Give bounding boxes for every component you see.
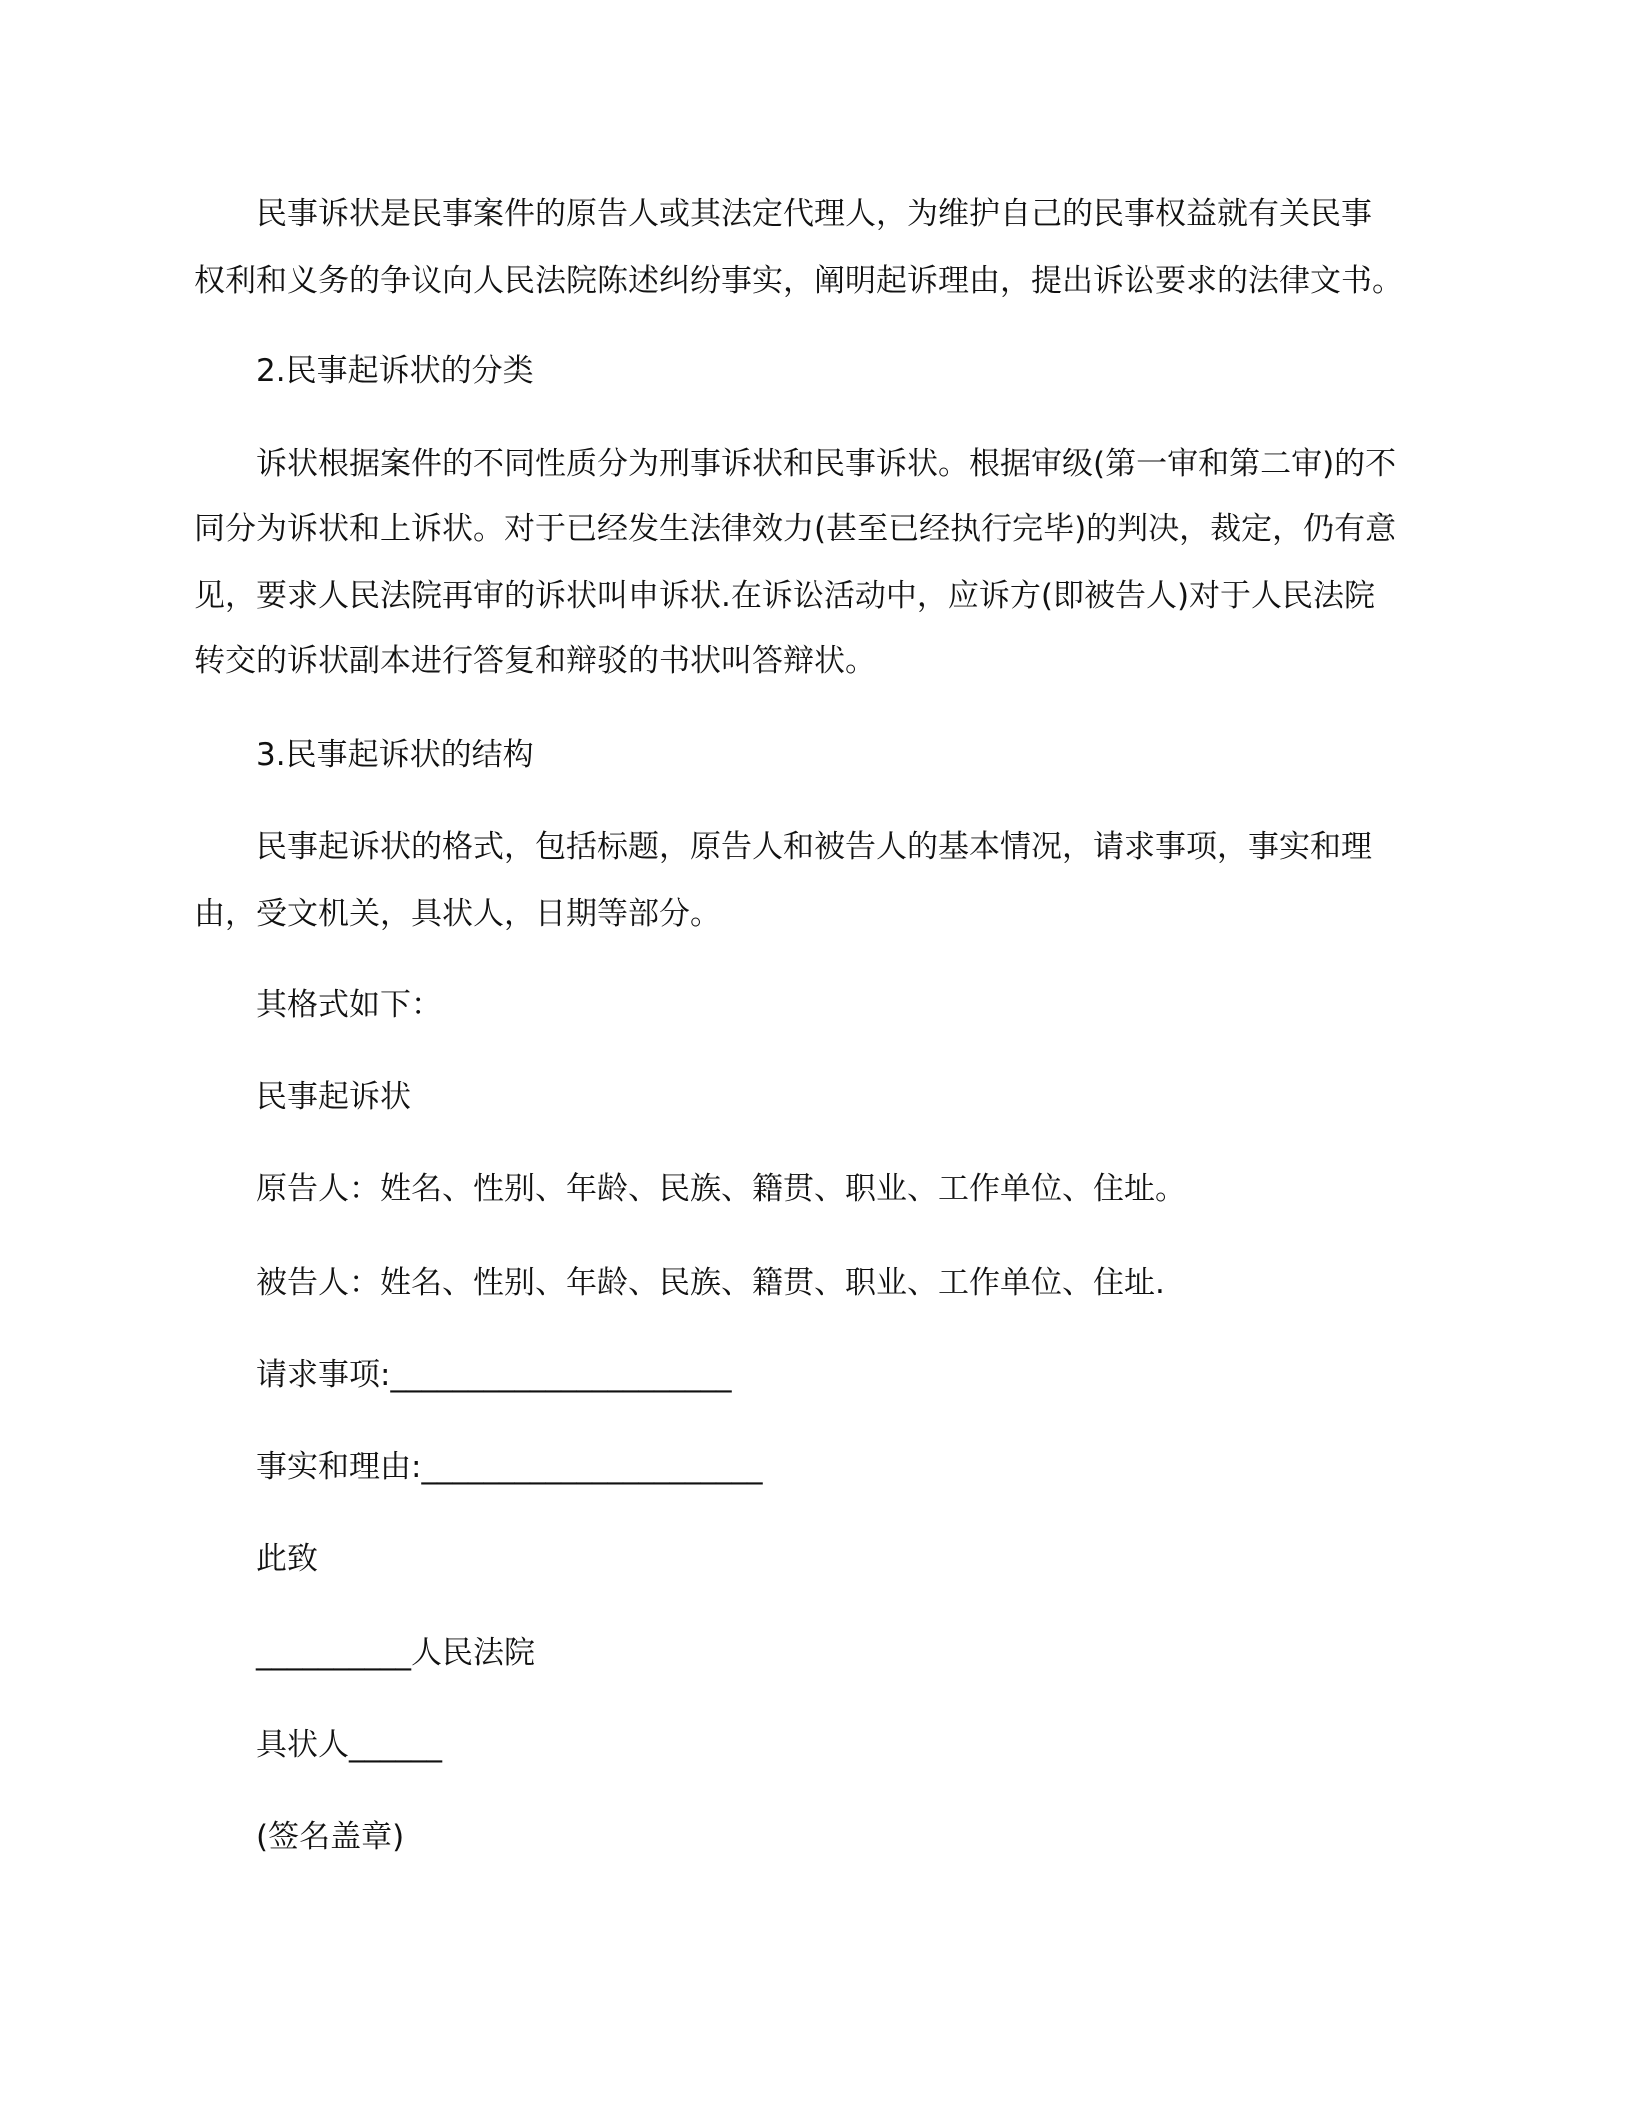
section3-heading: 3.民事起诉状的结构 xyxy=(256,737,534,773)
intro-line-1: 民事诉状是民事案件的原告人或其法定代理人，为维护自己的民事权益就有关民事 xyxy=(256,196,1372,232)
section2-heading: 2.民事起诉状的分类 xyxy=(256,353,534,389)
section2-line-3: 见，要求人民法院再审的诉状叫申诉状.在诉讼活动中，应诉方(即被告人)对于人民法院 xyxy=(194,578,1376,614)
intro-line-2: 权利和义务的争议向人民法院陈述纠纷事实，阐明起诉理由，提出诉讼要求的法律文书。 xyxy=(194,263,1403,299)
template-title: 民事起诉状 xyxy=(256,1079,411,1115)
section2-line-1: 诉状根据案件的不同性质分为刑事诉状和民事诉状。根据审级(第一审和第二审)的不 xyxy=(256,446,1397,482)
section2-line-4: 转交的诉状副本进行答复和辩驳的书状叫答辩状。 xyxy=(194,643,876,679)
template-defendant: 被告人：姓名、性别、年龄、民族、籍贯、职业、工作单位、住址. xyxy=(256,1265,1165,1301)
template-court: __________人民法院 xyxy=(256,1635,535,1671)
template-salutation: 此致 xyxy=(256,1541,318,1577)
template-plaintiff: 原告人：姓名、性别、年龄、民族、籍贯、职业、工作单位、住址。 xyxy=(256,1171,1186,1207)
section3-line-1: 民事起诉状的格式，包括标题，原告人和被告人的基本情况，请求事项，事实和理 xyxy=(256,829,1372,865)
format-intro: 其格式如下： xyxy=(256,987,442,1023)
section2-line-2: 同分为诉状和上诉状。对于已经发生法律效力(甚至已经执行完毕)的判决，裁定，仍有意 xyxy=(194,511,1397,547)
template-signer: 具状人______ xyxy=(256,1727,442,1763)
template-claims: 请求事项:______________________ xyxy=(256,1357,732,1393)
template-facts: 事实和理由:______________________ xyxy=(256,1449,763,1485)
section3-line-2: 由，受文机关，具状人，日期等部分。 xyxy=(194,896,721,932)
template-seal: (签名盖章) xyxy=(256,1819,405,1855)
